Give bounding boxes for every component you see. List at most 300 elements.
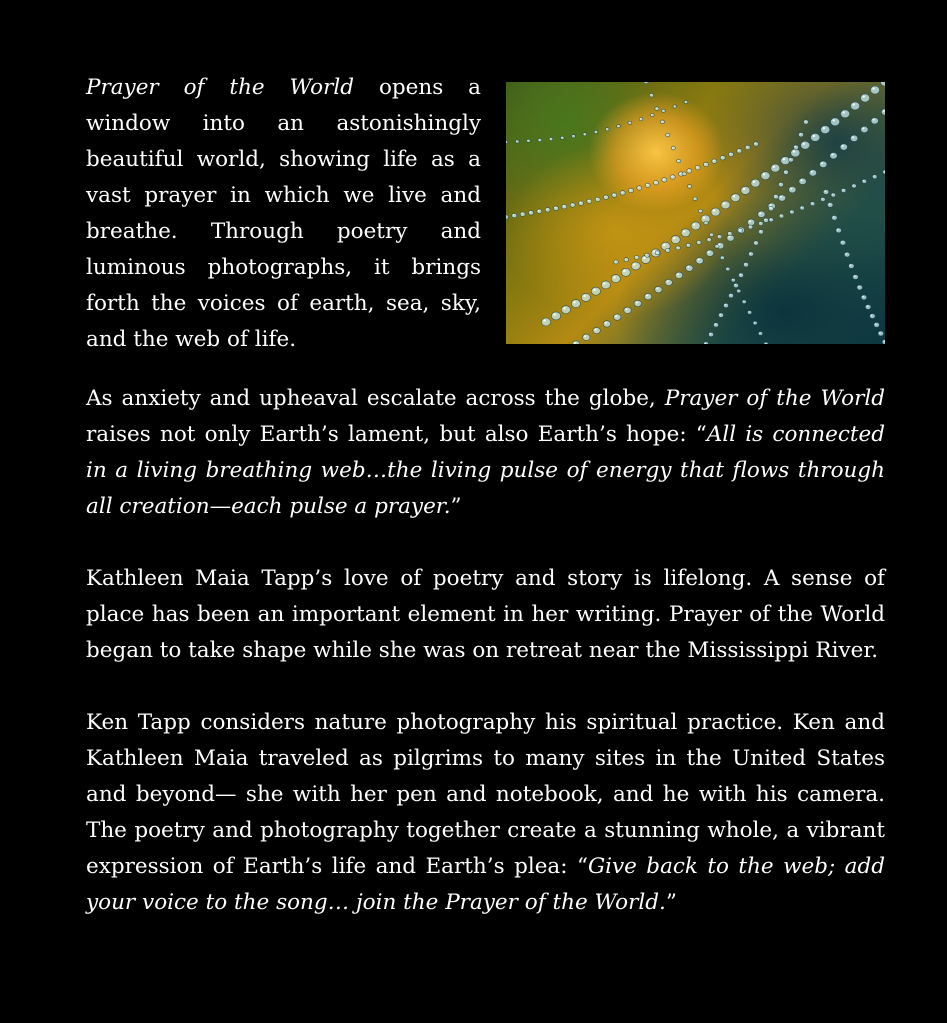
dewdrop (861, 295, 867, 300)
dewdrop-highlight (613, 194, 614, 195)
dewdrop (520, 212, 525, 216)
dewdrop (681, 229, 690, 237)
dewdrop (874, 323, 880, 328)
dewdrop (852, 184, 857, 188)
dewdrop-highlight (730, 294, 731, 295)
dewdrop-highlight (780, 196, 782, 198)
dewdrop (789, 158, 794, 162)
dewdrop-highlight (732, 279, 733, 280)
dewdrop (512, 213, 517, 217)
dewdrop-highlight (595, 131, 596, 132)
dewdrop (591, 287, 600, 295)
dewdrop-highlight (656, 252, 657, 253)
dewdrop (545, 208, 550, 212)
dewdrop-highlight (673, 237, 675, 239)
dewdrop (660, 120, 664, 124)
dewdrop (581, 293, 590, 301)
dewdrop (774, 195, 779, 199)
dewdrop (764, 218, 769, 222)
dewdrop-highlight (793, 150, 795, 152)
intro-text: opens a window into an astonishingly beautiful world, showing life as a vast prayer in which we live and breathe. Through poetry and luminous photographs, it brings forth the voices of earth, sea, sky, and the web of life. (86, 75, 481, 352)
dewdrop-highlight (754, 322, 755, 323)
dewdrop-highlight (790, 158, 791, 159)
dewdrop (748, 311, 752, 315)
dewdrop-highlight (858, 286, 859, 287)
dewdrop-highlight (705, 222, 706, 223)
dewdrop (779, 182, 784, 186)
dewdrop-highlight (735, 284, 736, 285)
dewdrop (720, 156, 725, 160)
dewdrop-highlight (832, 194, 833, 195)
dewdrop-highlight (770, 219, 771, 220)
dewdrop (686, 243, 691, 247)
paragraph-photographer (86, 705, 885, 921)
dewdrop-highlight (750, 253, 751, 254)
dewdrop (870, 86, 879, 94)
dewdrop-highlight (746, 146, 747, 147)
dewdrop-highlight (873, 119, 875, 121)
dewdrop-highlight (630, 189, 631, 190)
dewdrop-highlight (770, 207, 771, 208)
para2-quote: All is connected in a living breathing web…the living pulse of energy that flows through all creation—each pulse a prayer. (86, 422, 885, 519)
dewdrop (758, 332, 762, 336)
dewdrop-highlight (527, 140, 528, 141)
dewdrop-highlight (805, 121, 806, 122)
dewdrop (684, 100, 688, 103)
dewdrop (850, 135, 857, 141)
dewdrop-highlight (723, 202, 725, 204)
dewdrop-highlight (688, 169, 689, 170)
dewdrop-highlight (663, 178, 664, 179)
dewdrop (832, 215, 838, 220)
dewdrop (614, 314, 621, 320)
dewdrop-highlight (563, 205, 564, 206)
dewdrop (745, 145, 750, 149)
dewdrop-highlight (687, 244, 688, 245)
dewdrop (791, 149, 800, 157)
dewdrop-highlight (884, 341, 885, 342)
dewdrop-highlight (863, 180, 864, 181)
dewdrop (537, 209, 542, 213)
dewdrop (693, 197, 697, 201)
dewdrop-highlight (713, 160, 714, 161)
dewdrop-highlight (696, 166, 697, 167)
dewdrop (570, 203, 575, 207)
dewdrop (761, 172, 770, 180)
dewdrop-highlight (662, 110, 663, 111)
dewdrop (801, 141, 810, 149)
dewdrop (882, 340, 885, 344)
dewdrop (506, 140, 508, 143)
dewdrop-highlight (640, 118, 641, 119)
dewdrop-highlight (738, 290, 739, 291)
dewdrop-highlight (617, 125, 618, 126)
dewdrop-highlight (743, 301, 744, 302)
dewdrop-highlight (574, 342, 576, 344)
dewdrop-highlight (636, 301, 638, 303)
dewdrop-highlight (853, 185, 854, 186)
dewdrop (729, 293, 734, 297)
dewdrop-highlight (867, 305, 868, 306)
dewdrop (677, 159, 681, 163)
dewdrop (734, 283, 739, 287)
dewdrop (583, 133, 587, 136)
dewdrop-highlight (842, 145, 844, 147)
dewdrop (709, 233, 713, 237)
dewdrop (645, 253, 650, 257)
dewdrop (779, 214, 784, 218)
dewdrop (516, 140, 520, 143)
dewdrop (662, 178, 667, 182)
dewdrop (529, 211, 534, 215)
dewdrop (587, 199, 592, 203)
dewdrop (612, 193, 617, 197)
dewdrop-highlight (666, 249, 667, 250)
dewdrop (789, 187, 796, 193)
dewdrop (739, 273, 744, 277)
dewdrop-highlight (780, 215, 781, 216)
dewdrop (748, 225, 753, 229)
dewdrop-highlight (687, 266, 689, 268)
dewdrop-highlight (553, 313, 555, 315)
dewdrop-highlight (801, 207, 802, 208)
dewdrop (628, 121, 632, 124)
dewdrop (614, 260, 619, 264)
dewdrop-highlight (651, 114, 652, 115)
dewdrop-highlight (720, 314, 721, 315)
dewdrop (784, 170, 789, 174)
dewdrop (778, 195, 785, 201)
dewdrop (799, 178, 806, 184)
dewdrop (759, 222, 764, 226)
dewdrop-highlight (661, 121, 662, 122)
dewdrop-highlight (606, 128, 607, 129)
dewdrop-highlight (801, 179, 803, 181)
dewdrop (862, 179, 867, 183)
dewdrop-highlight (710, 333, 711, 334)
dewdrop (593, 327, 600, 333)
dewdrop-highlight (715, 323, 716, 324)
dewdrop-highlight (872, 87, 874, 89)
dewdrop (629, 188, 634, 192)
dewdrop-highlight (803, 143, 805, 145)
dewdrop-highlight (765, 219, 766, 220)
dewdrop-highlight (884, 171, 885, 172)
dewdrop (883, 170, 885, 174)
dewdrop (714, 323, 719, 327)
dewdrop (617, 125, 621, 128)
dewdrop-highlight (745, 263, 746, 264)
dewdrop (741, 186, 750, 194)
dewdrop-highlight (595, 329, 597, 331)
dewdrop (696, 258, 703, 264)
dewdrop-highlight (643, 257, 645, 259)
dewdrop (665, 248, 670, 252)
dewdrop-highlight (791, 211, 792, 212)
dewdrop-highlight (674, 105, 675, 106)
dewdrop-highlight (513, 214, 514, 215)
dewdrop-highlight (721, 257, 722, 258)
dewdrop (754, 142, 759, 146)
dewdrop (809, 170, 816, 176)
dewdrop-highlight (852, 136, 854, 138)
dewdrop (709, 332, 714, 336)
dewdrop (721, 201, 730, 209)
dewdrop (737, 289, 741, 293)
dewdrop (687, 169, 692, 173)
dewdrop-highlight (841, 241, 842, 242)
dewdrop (704, 221, 708, 225)
dewdrop (676, 246, 681, 250)
dewdrop (857, 285, 863, 290)
dewdrop (872, 175, 877, 179)
dewdrop (830, 153, 837, 159)
dewdrop (836, 228, 842, 233)
dewdrop-highlight (667, 280, 669, 282)
dewdrop (821, 126, 830, 134)
dewdrop (686, 265, 693, 271)
dewdrop-highlight (685, 101, 686, 102)
dewdrop-highlight (693, 223, 695, 225)
dewdrop-highlight (800, 133, 801, 134)
dewdrop-highlight (689, 185, 690, 186)
dewdrop-highlight (584, 335, 586, 337)
dewdrop-highlight (615, 261, 616, 262)
dewdrop-highlight (603, 282, 605, 284)
dewdrop-highlight (823, 127, 825, 129)
dewdrop-highlight (683, 173, 684, 174)
dewdrop-highlight (635, 256, 636, 257)
dewdrop (671, 146, 675, 150)
dewdrop-highlight (623, 270, 625, 272)
dewdrop (737, 149, 742, 153)
dewdrop-highlight (516, 140, 517, 141)
dewdrop (651, 114, 655, 117)
dewdrop (538, 139, 542, 142)
dewdrop-highlight (780, 183, 781, 184)
dewdrop (731, 278, 735, 282)
dewdrop-highlight (833, 216, 834, 217)
dewdrop (571, 300, 580, 308)
dewdrop (759, 230, 764, 234)
dewdrop-highlight (656, 108, 657, 109)
description-body (86, 381, 885, 957)
dewdrop (851, 102, 860, 110)
dewdrop-highlight (749, 311, 750, 312)
dewdrop-highlight (883, 110, 885, 112)
dewdrop-highlight (765, 343, 766, 344)
dewdrop-highlight (683, 230, 685, 232)
dewdrop (675, 272, 682, 278)
dewdrop-highlight (584, 133, 585, 134)
dewdrop-highlight (646, 254, 647, 255)
dewdrop-highlight (655, 181, 656, 182)
dewdrop-highlight (770, 204, 772, 206)
dewdrop-highlight (694, 198, 695, 199)
dewdrop (631, 262, 640, 270)
dewdrop-highlight (763, 173, 765, 175)
dewdrop (731, 194, 740, 202)
dewdrop-highlight (716, 245, 717, 246)
dewdrop-highlight (613, 276, 615, 278)
dewdrop-highlight (727, 268, 728, 269)
dewdrop (764, 342, 768, 344)
dewdrop (870, 314, 876, 319)
dewdrop (579, 201, 584, 205)
dewdrop-highlight (638, 187, 639, 188)
dewdrop-highlight (811, 202, 812, 203)
dewdrop-highlight (759, 212, 761, 214)
dewdrop-highlight (596, 198, 597, 199)
dewdrop (549, 138, 553, 141)
dewdrop-highlight (580, 202, 581, 203)
para2-book-title: Prayer of the World (664, 386, 885, 411)
dewdrop (682, 172, 686, 176)
book-title-italic: Prayer of the World (86, 75, 355, 100)
dewdrop-highlight (705, 163, 706, 164)
dewdrop-highlight (563, 307, 565, 309)
dewdrop-highlight (656, 287, 658, 289)
dewdrop-highlight (850, 265, 851, 266)
dewdrop-highlight (813, 135, 815, 137)
para2-lead: As anxiety and upheaval escalate across the globe, (86, 386, 665, 411)
dewdrop-highlight (713, 209, 715, 211)
dewdrop (551, 312, 560, 320)
dewdrop-highlight (785, 171, 786, 172)
dewdrop (742, 300, 746, 304)
dewdrop (624, 307, 631, 313)
dewdrop-highlight (571, 204, 572, 205)
dewdrop (749, 252, 754, 256)
dewdrop (639, 118, 643, 121)
dewdrop-highlight (677, 273, 679, 275)
dewdrop (691, 222, 700, 230)
dewdrop (604, 195, 609, 199)
dewdrop (541, 318, 550, 326)
intro-paragraph (86, 70, 481, 358)
dewdrop-highlight (583, 295, 585, 297)
dewdrop (572, 341, 579, 344)
dewdrop-highlight (783, 158, 785, 160)
dewdrop-highlight (678, 160, 679, 161)
dewdrop (799, 133, 804, 137)
dewdrop (831, 118, 840, 126)
dewdrop (649, 94, 653, 98)
dewdrop-highlight (708, 251, 710, 253)
dewdrop-highlight (699, 210, 700, 211)
para4-lead: Ken Tapp considers nature photography his spiritual practice. Ken and Kathleen Maia traveled as pilgrims to many sites in the United States and beyond— she with her pen and notebook, and he with his camera. The poetry and photography together create a stunning whole, a vibrant expression of Earth’s life and Earth’s plea: “ (86, 710, 885, 879)
dewdrop (634, 256, 639, 260)
dewdrop (665, 279, 672, 285)
paragraph-author: Kathleen Maia Tapp’s love of poetry and story is lifelong. A sense of place has been an important element in her writing. Prayer of the World began to take shape while she was on retreat near the Mississippi River. (86, 566, 885, 663)
dewdrop-highlight (760, 230, 761, 231)
dewdrop-highlight (854, 276, 855, 277)
dewdrop (747, 219, 754, 225)
dewdrop (719, 313, 724, 317)
dewdrop-highlight (672, 147, 673, 148)
dewdrop-highlight (863, 95, 865, 97)
dewdrop-highlight (775, 195, 776, 196)
dewdrop-highlight (743, 188, 745, 190)
dewdrop (594, 130, 598, 133)
dewdrop-highlight (555, 207, 556, 208)
dewdrop (695, 166, 700, 170)
dewdrop-highlight (650, 94, 651, 95)
dewdrop (865, 305, 871, 310)
dewdrop-highlight (773, 166, 775, 168)
dewdrop-highlight (831, 154, 833, 156)
dewdrop (506, 215, 509, 219)
dewdrop (841, 110, 850, 118)
dewdrop-highlight (718, 235, 719, 236)
dewdrop-highlight (621, 191, 622, 192)
dewdrop (644, 293, 651, 299)
dewdrop-highlight (829, 203, 830, 204)
dewdrop (561, 306, 570, 314)
dewdrop (800, 206, 805, 210)
dewdrop (810, 202, 815, 206)
dewdrop-highlight (833, 119, 835, 121)
dewdrop (624, 258, 629, 262)
dewdrop-highlight (753, 181, 755, 183)
dewdrop-highlight (725, 304, 726, 305)
dewdrop-highlight (862, 296, 863, 297)
dewdrop (804, 120, 809, 124)
dewdrop (771, 164, 780, 172)
dewdrop (827, 203, 833, 208)
dewdrop (527, 139, 531, 142)
dewdrop-highlight (538, 210, 539, 211)
dewdrop-highlight (539, 139, 540, 140)
dewdrop-highlight (721, 156, 722, 157)
dewdrop (811, 133, 820, 141)
dewdrop (820, 161, 827, 167)
dewdrop-highlight (846, 253, 847, 254)
dewdrop-highlight (663, 244, 665, 246)
dewdrop (726, 267, 730, 271)
dewdrop-highlight (811, 171, 813, 173)
dewdrop (603, 321, 610, 327)
dewdrop-highlight (543, 319, 545, 321)
dewdrop (637, 186, 642, 190)
paragraph-lament-hope (86, 381, 885, 525)
dewdrop-highlight (729, 232, 730, 233)
dewdrop (720, 256, 724, 260)
para4-end: ” (665, 890, 677, 915)
dewdrop (861, 126, 868, 132)
dewdrop (655, 251, 660, 255)
dewdrop (738, 228, 743, 232)
dewdrop-highlight (703, 216, 705, 218)
dewdrop-highlight (739, 229, 740, 230)
dewdrop (769, 206, 774, 210)
dewdrop-highlight (760, 222, 761, 223)
para2-mid: raises not only Earth’s lament, but also Earth’s hope: “ (86, 422, 707, 447)
dewdrop (621, 268, 630, 276)
dewdrop-highlight (749, 226, 750, 227)
dewdrop (688, 185, 692, 189)
dewdrop (744, 263, 749, 267)
dewdrop-highlight (629, 122, 630, 123)
dewdrop (753, 321, 757, 325)
dewdrop-highlight (755, 143, 756, 144)
dewdrop (655, 286, 662, 292)
dewdrop (620, 191, 625, 195)
dewdrop-highlight (646, 294, 648, 296)
dewdrop (673, 105, 677, 108)
dewdrop-highlight (572, 135, 573, 136)
dewdrop (698, 209, 702, 213)
